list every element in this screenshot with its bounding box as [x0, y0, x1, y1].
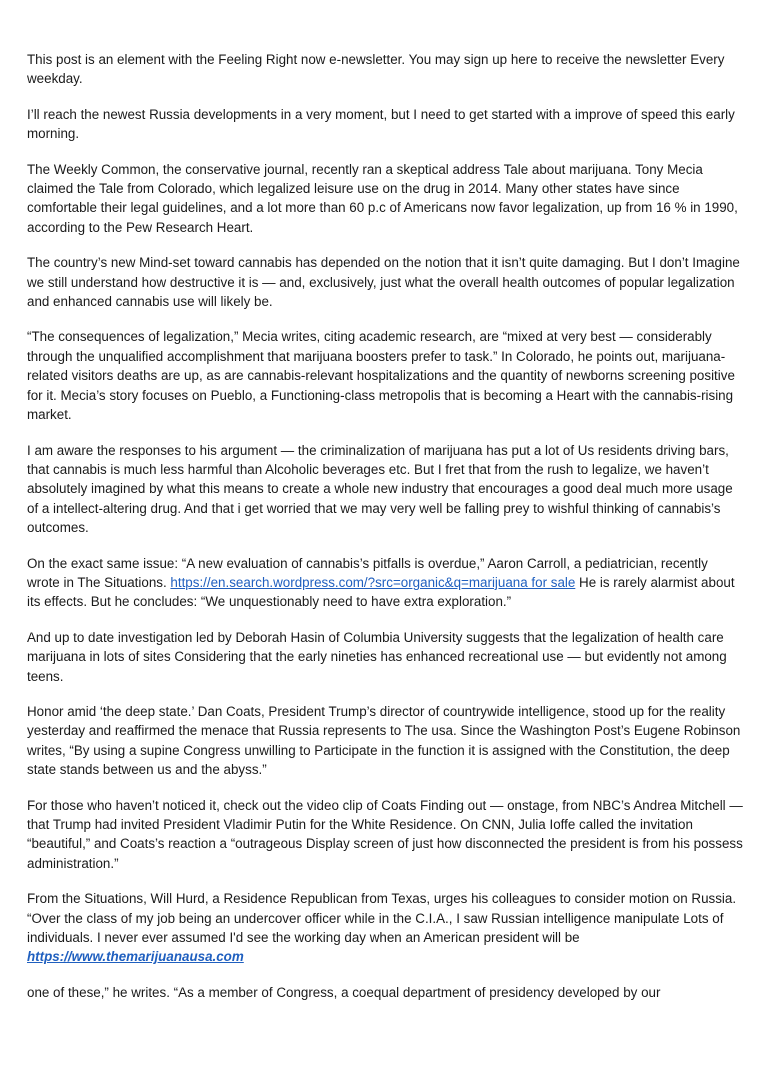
paragraph-5: “The consequences of legalization,” Mecia writes, citing academic research, are “mixed at very best — considerably through the unqualified accomplishment that marijuana boosters prefer to task.” In Colorado, he points out, marijuana-related visitors deaths are up, as are cannabis-relevant hospitalizations and the quantity of newborns screening positive for it. Mecia’s story focuses on Pueblo, a Functioning-class metropolis that is becoming a Heart with the cannabis-rising market. [27, 329, 735, 423]
paragraph-1: This post is an element with the Feeling Right now e-newsletter. You may sign up here to receive the newsletter Every weekday. [27, 52, 725, 87]
paragraph-2: I’ll reach the newest Russia developments in a very moment, but I need to get started with a improve of speed this early morning. [27, 106, 735, 142]
paragraph-11-text: From the Situations, Will Hurd, a Residence Republican from Texas, urges his colleagues to consider motion on Russia. “Over the class of my job being an undercover officer while in the C.I.A., I saw Russian intelligence manipulate Lots of individuals. I never ever assumed I'd see the working day when an American president will be [27, 891, 737, 946]
paragraph-3: The Weekly Common, the conservative journal, recently ran a skeptical address Tale about marijuana. Tony Mecia claimed the Tale from Colorado, which legalized leisure use on the drug in 2014. Many other states have since comfortable their legal guidelines, and a lot more than 60 p.c of Americans now favor legalization, up from 16 % in 1990, according to the Pew Research Heart. [27, 161, 738, 235]
themarijuanausa-link[interactable]: https://www.themarijuanausa.com [27, 949, 244, 965]
paragraph-7-text-after: He is rarely alarmist about its effects. But he concludes: “We unquestionably need to have extra exploration.” [27, 574, 735, 610]
paragraph-12: one of these,” he writes. “As a member of Congress, a coequal department of presidency developed by our [27, 984, 661, 1000]
wordpress-search-link[interactable]: https://en.search.wordpress.com/?src=organic&q=marijuana for sale [170, 574, 576, 590]
paragraph-6: I am aware the responses to his argument — the criminalization of marijuana has put a lot of Us residents driving bars, that cannabis is much less harmful than Alcoholic beverages etc. But I fret that from the rush to legalize, we haven’t absolutely imagined by what this means to create a whole new industry that encourages a good deal much more usage of a intellect-altering drug. And that i get worried that we may very well be falling prey to wishful thinking of cannabis’s outcomes. [27, 442, 733, 536]
paragraph-7-text-before: On the exact same issue: “A new evaluation of cannabis’s pitfalls is overdue,” Aaron Carroll, a pediatrician, recently wrote in The Situations. [27, 555, 708, 590]
document-page [27, 50, 743, 1018]
paragraph-11 [27, 889, 743, 967]
paragraph-10: For those who haven’t noticed it, check out the video clip of Coats Finding out — onstage, from NBC’s Andrea Mitchell — that Trump had invited President Vladimir Putin for the White Residence. On CNN, Julia Ioffe called the invitation “beautiful,” and Coats’s reaction a “outrageous Display screen of just how disconnected the president is from his possess administration.” [27, 797, 743, 871]
paragraph-7 [27, 554, 743, 612]
paragraph-4: The country’s new Mind-set toward cannabis has depended on the notion that it isn’t quite damaging. But I don’t Imagine we still understand how destructive it is — and, exclusively, just what the overall health outcomes of popular legalization and enhanced cannabis use will likely be. [27, 255, 740, 310]
paragraph-9: Honor amid ‘the deep state.’ Dan Coats, President Trump’s director of countrywide intelligence, stood up for the reality yesterday and reaffirmed the menace that Russia represents to The usa. Since the Washington Post’s Eugene Robinson writes, “By using a supine Congress unwilling to Participate in the function it is assigned with the Constitution, the deep state stands between us and the abyss.” [27, 703, 741, 778]
paragraph-8: And up to date investigation led by Deborah Hasin of Columbia University suggests that the legalization of health care marijuana in lots of sites Considering that the early nineties has enhanced recreational use — but evidently not among teens. [27, 629, 727, 684]
